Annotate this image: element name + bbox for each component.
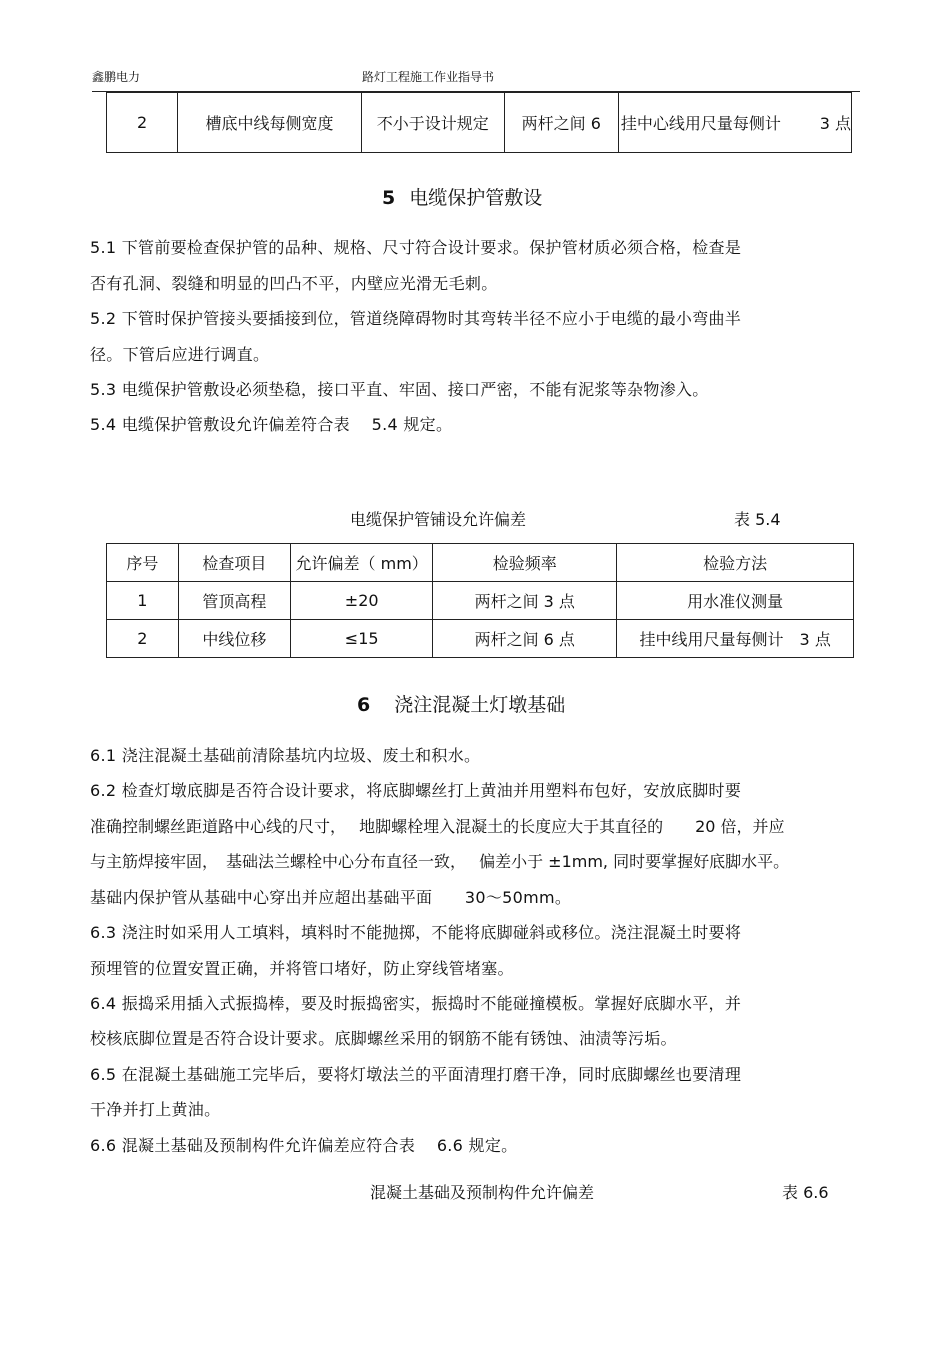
table-number: 表 6.6: [782, 1183, 829, 1202]
table-row: [107, 582, 854, 620]
table-cell: 挂中心线用尺量每侧计: [618, 93, 819, 153]
header-company: 鑫鹏电力: [92, 70, 141, 84]
paragraph-line: 6.4 振捣采用插入式振捣棒，要及时振捣密实，振捣时不能碰撞模板。掌握好底脚水平，并: [90, 994, 742, 1013]
paragraph-line: 否有孔洞、裂缝和明显的凹凸不平，内壁应光滑无毛刺。: [90, 274, 498, 293]
column-header: 序号: [107, 544, 179, 582]
paragraph-line: 5.4 电缆保护管敷设允许偏差符合表 5.4 规定。: [90, 415, 453, 434]
section-5-heading: [382, 183, 542, 210]
paragraph-line: 干净并打上黄油。: [90, 1100, 221, 1119]
table-row: [107, 620, 854, 658]
table-cell: 槽底中线每侧宽度: [178, 93, 361, 153]
section-5-title: 电缆保护管敷设: [409, 187, 543, 209]
table-cell: 用水准仪测量: [617, 582, 854, 620]
table-5-4: [106, 543, 854, 658]
paragraph-line: 6.6 混凝土基础及预制构件允许偏差应符合表 6.6 规定。: [90, 1136, 518, 1155]
paragraph-line: 校核底脚位置是否符合设计要求。底脚螺丝采用的钢筋不能有锈蚀、油渍等污垢。: [90, 1029, 677, 1048]
table-header-row: [107, 544, 854, 582]
table-cell: 2: [107, 93, 178, 153]
paragraph-line: 6.1 浇注混凝土基础前清除基坑内垃圾、废土和积水。: [90, 746, 481, 765]
column-header: 允许偏差（ mm）: [291, 544, 433, 582]
paragraph-line: 6.2 检查灯墩底脚是否符合设计要求，将底脚螺丝打上黄油并用塑料布包好，安放底脚时要: [90, 781, 742, 800]
column-header: 检验方法: [617, 544, 854, 582]
table-row: [107, 93, 852, 153]
paragraph-line: 径。下管后应进行调直。: [90, 345, 270, 364]
table-cell: 1: [107, 582, 179, 620]
table-number: 表 5.4: [734, 510, 781, 529]
table-cell: 中线位移: [178, 620, 291, 658]
table-cell: 两杆之间 6: [504, 93, 618, 153]
table-cell: ≤15: [291, 620, 433, 658]
paragraph-line: 5.2 下管时保护管接头要插接到位，管道绕障碍物时其弯转半径不应小于电缆的最小弯曲半: [90, 309, 742, 328]
table-cell: 挂中线用尺量每侧计 3 点: [617, 620, 854, 658]
paragraph-line: 与主筋焊接牢固， 基础法兰螺栓中心分布直径一致， 偏差小于 ±1mm, 同时要掌握好底脚水平。: [90, 852, 790, 871]
table-cell: ±20: [291, 582, 433, 620]
table-cell: 两杆之间 3 点: [433, 582, 617, 620]
paragraph-line: 基础内保护管从基础中心穿出并应超出基础平面 30～50mm。: [90, 888, 572, 907]
section-6-heading: [357, 690, 565, 717]
paragraph-line: 准确控制螺丝距道路中心线的尺寸， 地脚螺栓埋入混凝土的长度应大于其直径的 20 倍，并应: [90, 817, 785, 836]
paragraph-line: 5.1 下管前要检查保护管的品种、规格、尺寸符合设计要求。保护管材质必须合格，检查是: [90, 238, 742, 257]
continuation-table: [106, 92, 852, 153]
table-cell: 不小于设计规定: [361, 93, 504, 153]
header-doc-title: 路灯工程施工作业指导书: [362, 70, 495, 84]
table-cell: 3 点: [820, 93, 852, 153]
paragraph-line: 5.3 电缆保护管敷设必须垫稳，接口平直、牢固、接口严密，不能有泥浆等杂物渗入。: [90, 380, 709, 399]
table-cell: 2: [107, 620, 179, 658]
paragraph-line: 预埋管的位置安置正确，并将管口堵好，防止穿线管堵塞。: [90, 959, 514, 978]
section-5-number: 5: [382, 187, 396, 209]
section-6-number: 6: [357, 694, 371, 716]
table-cell: 两杆之间 6 点: [433, 620, 617, 658]
table-caption: 电缆保护管铺设允许偏差: [350, 510, 527, 529]
section-6-title: 浇注混凝土灯墩基础: [394, 694, 566, 716]
paragraph-line: 6.5 在混凝土基础施工完毕后，要将灯墩法兰的平面清理打磨干净，同时底脚螺丝也要清理: [90, 1065, 742, 1084]
column-header: 检查项目: [178, 544, 291, 582]
column-header: 检验频率: [433, 544, 617, 582]
paragraph-line: 6.3 浇注时如采用人工填料，填料时不能抛掷，不能将底脚碰斜或移位。浇注混凝土时要将: [90, 923, 742, 942]
table-caption: 混凝土基础及预制构件允许偏差: [370, 1183, 595, 1202]
table-cell: 管顶高程: [178, 582, 291, 620]
